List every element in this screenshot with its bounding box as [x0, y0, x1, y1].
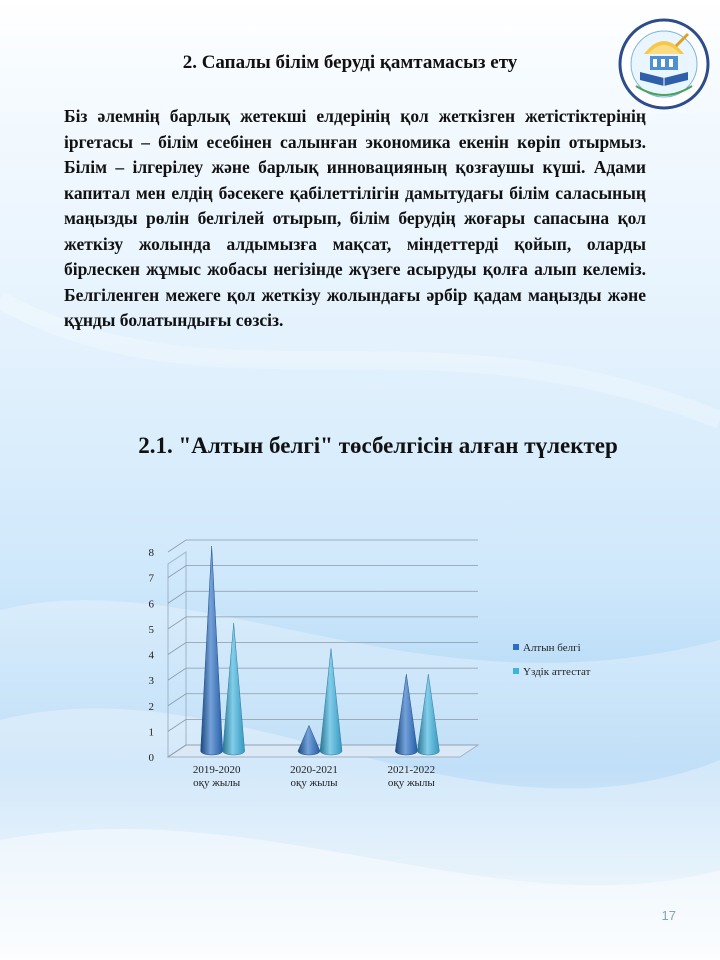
gridline	[168, 566, 478, 578]
gridline	[168, 540, 478, 552]
page-number: 17	[661, 908, 676, 923]
y-tick-label: 7	[148, 572, 154, 585]
x-tick-label: 2020-2021	[290, 764, 338, 776]
legend-label: Алтын белгі	[523, 642, 581, 654]
x-tick-label: 2021-2022	[387, 764, 436, 776]
x-tick-label: 2019-2020	[192, 764, 241, 776]
bar	[395, 674, 417, 755]
y-tick-label: 2	[148, 700, 154, 713]
y-tick-label: 1	[148, 726, 154, 739]
body-paragraph: Біз әлемнің барлық жетекші елдерінің қол жеткізген жетістіктерінің іргетасы – білім есебінен салынған экономика екенін көріп отырмыз. Білім – ілгерілеу және барлық инновацияның қозғаушы күші. Адами капитал мен елдің бәсекеге қабілеттілігін дамытудағы білім саласының маңызды рөлін белгілей отырып, білім берудің жоғары сапасына қол жеткізу жолында алдымызға мақсат, міндеттерді қойып, оларды бірлескен жұмыс жобасы негізінде жүзеге асыруды қолға алып келеміз. Белгіленген межеге қол жеткізу жолындағы әрбір қадам маңызды және құнды болатындығы сөзсіз.	[64, 106, 646, 330]
bar	[417, 674, 439, 755]
bar	[201, 546, 223, 755]
y-tick-label: 4	[148, 649, 154, 662]
chart-title: 2.1. "Алтын белгі" төсбелгісін алған түлектер	[138, 433, 618, 458]
y-tick-label: 5	[148, 623, 154, 636]
y-tick-label: 8	[148, 547, 154, 559]
x-tick-label: оқу жылы	[193, 777, 241, 789]
chart-side-wall	[168, 552, 186, 757]
section-title: 2. Сапалы білім беруді қамтамасыз ету	[182, 52, 518, 73]
x-tick-label: оқу жылы	[387, 777, 435, 789]
legend-swatch	[513, 644, 519, 650]
bar	[298, 725, 320, 755]
x-tick-label: оқу жылы	[290, 777, 338, 789]
legend-label: Үздік аттестат	[523, 666, 591, 678]
bar	[320, 649, 342, 756]
legend-swatch	[513, 668, 519, 674]
y-tick-label: 6	[148, 598, 154, 611]
y-tick-label: 3	[148, 675, 154, 688]
chart	[130, 525, 630, 815]
y-tick-label: 0	[148, 752, 154, 764]
